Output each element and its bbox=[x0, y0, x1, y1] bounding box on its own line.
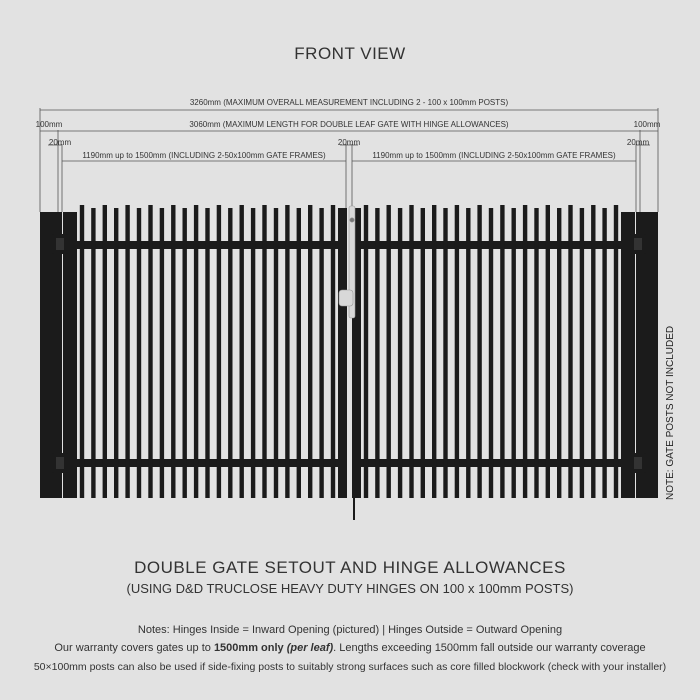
side-note: NOTE: GATE POSTS NOT INCLUDED bbox=[665, 325, 676, 500]
slat bbox=[375, 208, 379, 498]
gate-length-dim-text: 3060mm (MAXIMUM LENGTH FOR DOUBLE LEAF GATE WITH HINGE ALLOWANCES) bbox=[189, 120, 509, 129]
slat bbox=[205, 208, 209, 498]
leaf-left-dim-text: 1190mm up to 1500mm (INCLUDING 2-50x100mm GATE FRAMES) bbox=[82, 151, 326, 160]
slat bbox=[432, 205, 436, 498]
slat bbox=[171, 205, 175, 498]
note2-italic: (per leaf) bbox=[286, 642, 334, 654]
slat bbox=[364, 205, 368, 498]
slats-right bbox=[364, 205, 618, 498]
slat bbox=[331, 205, 335, 498]
slat bbox=[500, 205, 504, 498]
slat bbox=[217, 205, 221, 498]
slat bbox=[137, 208, 141, 498]
slat bbox=[91, 208, 95, 498]
slat bbox=[228, 208, 232, 498]
note2-bold: 1500mm only bbox=[213, 642, 284, 654]
slat bbox=[297, 208, 301, 498]
slat bbox=[455, 205, 459, 498]
note2-pre: Our warranty covers gates up to bbox=[54, 642, 214, 654]
slat bbox=[114, 208, 118, 498]
note2-post: . Lengths exceeding 1500mm fall outside our warranty coverage bbox=[333, 642, 646, 654]
slat bbox=[285, 205, 289, 498]
slat bbox=[148, 205, 152, 498]
slat bbox=[557, 208, 561, 498]
slat bbox=[251, 208, 255, 498]
slat bbox=[103, 205, 107, 498]
slat bbox=[534, 208, 538, 498]
slat bbox=[387, 205, 391, 498]
footer-note-1: Notes: Hinges Inside = Inward Opening (pictured) | Hinges Outside = Outward Opening bbox=[137, 624, 563, 636]
slat bbox=[580, 208, 584, 498]
gap-center-dim-text: 20mm bbox=[337, 138, 361, 147]
leaf-right-dim-text: 1190mm up to 1500mm (INCLUDING 2-50x100mm GATE FRAMES) bbox=[372, 151, 616, 160]
slat bbox=[262, 205, 266, 498]
center-post-left bbox=[338, 208, 347, 498]
slat bbox=[523, 205, 527, 498]
footer-note-2 bbox=[0, 642, 700, 654]
slat bbox=[274, 208, 278, 498]
slat bbox=[80, 205, 84, 498]
slats-left bbox=[80, 205, 335, 498]
slat bbox=[477, 205, 481, 498]
slat bbox=[421, 208, 425, 498]
post-left-dim-text: 100mm bbox=[35, 120, 63, 129]
slat bbox=[489, 208, 493, 498]
slat bbox=[443, 208, 447, 498]
slat bbox=[398, 208, 402, 498]
slat bbox=[466, 208, 470, 498]
slat bbox=[602, 208, 606, 498]
slat bbox=[512, 208, 516, 498]
post-right-dim-text: 100mm bbox=[633, 120, 661, 129]
footer-heading: DOUBLE GATE SETOUT AND HINGE ALLOWANCES bbox=[134, 558, 566, 577]
slat bbox=[614, 205, 618, 498]
slat bbox=[194, 205, 198, 498]
gap-right-dim-text: 20mm bbox=[626, 138, 650, 147]
slat bbox=[409, 205, 413, 498]
overall-dim-text: 3260mm (MAXIMUM OVERALL MEASUREMENT INCLUDING 2 - 100 x 100mm POSTS) bbox=[189, 98, 509, 107]
slat bbox=[160, 208, 164, 498]
footer-subheading: (USING D&D TRUCLOSE HEAVY DUTY HINGES ON 100 x 100mm POSTS) bbox=[126, 581, 574, 596]
page-title: FRONT VIEW bbox=[294, 44, 406, 63]
slat bbox=[240, 205, 244, 498]
slat bbox=[546, 205, 550, 498]
gap-left-dim-text: 20mm bbox=[48, 138, 72, 147]
slat bbox=[125, 205, 129, 498]
slat bbox=[183, 208, 187, 498]
slat bbox=[319, 208, 323, 498]
drop-bolt bbox=[353, 466, 355, 520]
slat bbox=[591, 205, 595, 498]
footer-note-3: 50×100mm posts can also be used if side-fixing posts to suitably strong surfaces such as core filled blockwork (check with your installer) bbox=[33, 661, 667, 673]
slat bbox=[308, 205, 312, 498]
slat bbox=[568, 205, 572, 498]
